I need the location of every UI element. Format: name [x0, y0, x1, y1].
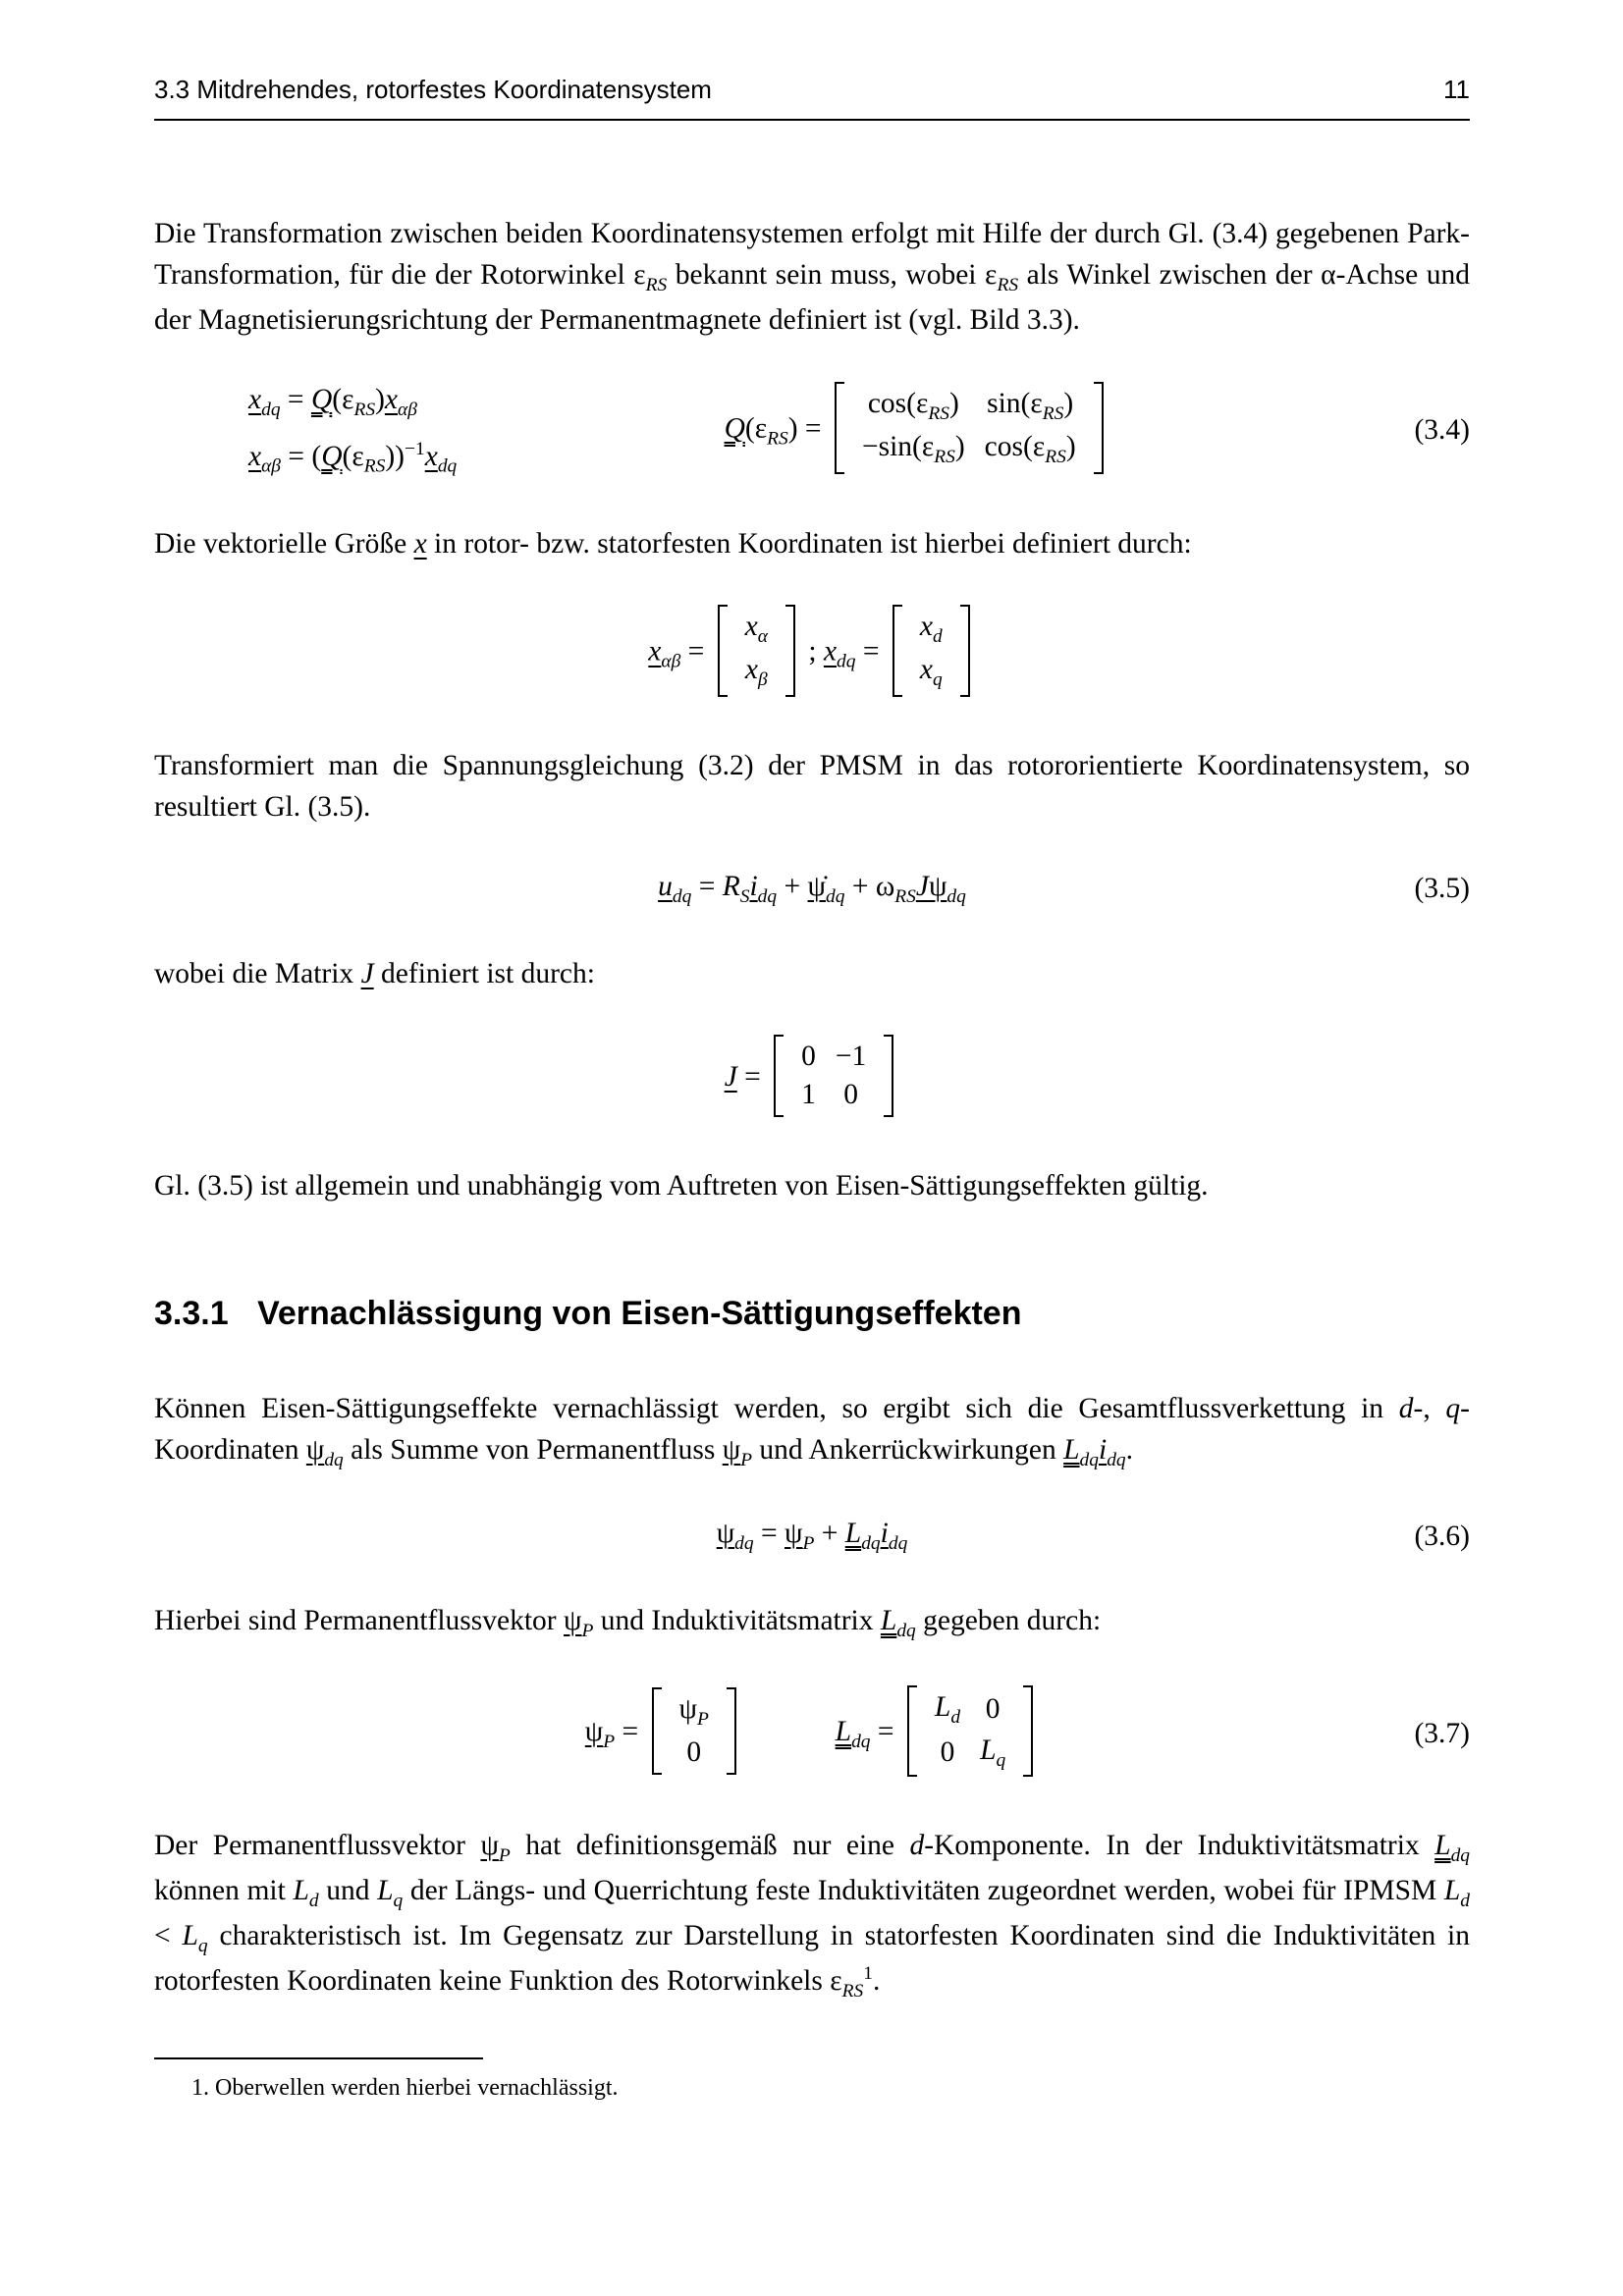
subscript: d	[308, 1891, 319, 1912]
text-run: x	[424, 440, 438, 472]
matrix	[907, 1685, 1033, 1778]
text-run: J	[724, 1060, 737, 1093]
text-run: =	[280, 384, 311, 416]
text-run: der Längs- und Querrichtung feste Induktivitäten zugeordnet werden, wobei für IPMSM	[403, 1875, 1444, 1907]
text-run: = (	[281, 440, 322, 472]
equation-3-4-line-2	[248, 439, 457, 478]
text-run: Q	[321, 440, 343, 472]
text-run: ) =	[787, 412, 829, 445]
text-run: )	[1063, 387, 1074, 419]
text-run: charakteristisch ist. Im Gegensatz zur Darstellung in statorfesten Koordinaten sind die Induktivitäten in rotorfesten Koordinaten keine Funktion des Rotorwinkels	[154, 1919, 1470, 1997]
text-run: 0	[801, 1041, 816, 1073]
text-run: -,	[1413, 1393, 1446, 1425]
matrix-right-bracket	[1023, 1685, 1033, 1778]
text-run: L	[293, 1875, 309, 1907]
matrix-left-bracket	[652, 1687, 662, 1775]
text-run: <	[154, 1919, 183, 1951]
text-run: L	[1434, 1830, 1451, 1862]
footnote-text: 1. Oberwellen werden hierbei vernachlässigt.	[191, 2075, 619, 2102]
text-run: .	[1125, 1434, 1134, 1467]
text-run: ε	[921, 430, 935, 462]
subscript: q	[996, 1749, 1006, 1771]
equation-matrix-j	[154, 1038, 1470, 1120]
paragraph-transformation	[154, 745, 1470, 828]
matrix-left-bracket	[835, 382, 844, 474]
text-run: R	[722, 870, 740, 902]
subscript: RS	[928, 402, 949, 424]
equation-number-3-6: (3.6)	[1414, 1520, 1470, 1552]
subscript: RS	[997, 275, 1019, 296]
text-run: =	[691, 870, 723, 902]
text-run: 0	[985, 1693, 1001, 1726]
text-run: (	[342, 440, 352, 472]
matrix-left-bracket	[718, 605, 728, 697]
text-run: ψ	[480, 1830, 499, 1862]
subscript: dq	[324, 1450, 344, 1471]
text-run: ψ	[784, 1518, 803, 1550]
text-run: Transformiert man die Spannungsgleichung (3.2) der PMSM in das rotororientierte Koordinatensystem, so resultiert Gl. (3.5).	[154, 749, 1470, 823]
text-run: wobei die Matrix	[154, 957, 361, 989]
matrix-cell	[933, 1691, 962, 1729]
text-run: )	[948, 387, 959, 419]
text-run: L	[880, 1604, 897, 1636]
text-run: +	[777, 870, 808, 902]
matrix-cell	[983, 388, 1078, 425]
text-run: als Winkel zwischen der	[1018, 259, 1322, 292]
subscript: dq	[1450, 1845, 1471, 1867]
matrix-left-bracket	[774, 1035, 784, 1117]
equation-number-3-4: (3.4)	[1414, 414, 1470, 447]
text-run: cos(	[984, 430, 1033, 462]
matrix	[893, 605, 970, 697]
text-run: ε	[915, 387, 929, 419]
matrix-cell	[978, 1735, 1007, 1772]
text-run: x	[413, 527, 427, 560]
text-run: q	[1445, 1393, 1461, 1425]
text-run: 1	[801, 1079, 816, 1111]
matrix-cell	[677, 1693, 711, 1731]
text-run: −1	[835, 1041, 867, 1073]
text-run: 0	[843, 1079, 858, 1111]
matrix-right-bracket	[727, 1687, 736, 1775]
equation-3-5-body	[247, 871, 1377, 908]
matrix-cell	[677, 1736, 711, 1769]
subscript: q	[932, 668, 943, 690]
equation-3-5	[154, 871, 1470, 908]
matrix-right-bracket	[960, 605, 970, 697]
text-run: (	[744, 412, 755, 445]
text-run: ε	[1030, 387, 1043, 419]
text-run: 0	[940, 1736, 955, 1769]
paragraph-saturation	[154, 1388, 1470, 1474]
footnote-separator	[154, 2057, 483, 2059]
text-run: -Achse und der Magnetisierungsrichtung der Permanentmagnete definiert ist (vgl. Bild 3.3).	[154, 259, 1470, 336]
subscript: q	[197, 1935, 208, 1956]
matrix-cell	[983, 431, 1078, 468]
text-run: x	[744, 610, 758, 642]
text-run: L	[1063, 1434, 1080, 1467]
text-run: ε	[633, 259, 646, 292]
text-run: Q	[310, 384, 333, 416]
paragraph-validity	[154, 1165, 1470, 1206]
text-run: .	[872, 1964, 881, 1997]
text-run: -Komponente. In der Induktivitätsmatrix	[924, 1830, 1435, 1862]
text-run: ψ	[928, 870, 947, 902]
text-run: L	[182, 1919, 198, 1951]
page-number: 11	[1443, 75, 1470, 104]
subscript: S	[739, 885, 750, 907]
text-run: d	[909, 1830, 925, 1862]
text-run: cos(	[867, 387, 916, 419]
subscript: dq	[837, 651, 856, 672]
section-heading-number: 3.3.1	[154, 1295, 229, 1333]
equation-matrix-j-body	[154, 1038, 1470, 1120]
equation-3-4-left-lines	[248, 384, 457, 478]
text-run: Die Transformation zwischen beiden Koordinatensystemen erfolgt mit Hilfe der durch Gl. (3.4) gegebenen Park-Transformation, für die der Rotorwinkel	[154, 218, 1470, 292]
text-run: ;	[800, 635, 824, 667]
text-run: hat definitionsgemäß nur eine	[510, 1830, 910, 1862]
text-run: ε	[352, 440, 364, 472]
text-run: +	[814, 1518, 845, 1550]
running-header-title: 3.3 Mitdrehendes, rotorfestes Koordinatensystem	[154, 75, 712, 104]
paragraph-vector-definition	[154, 523, 1470, 564]
subscript: dq	[757, 885, 778, 907]
subscript: P	[740, 1450, 753, 1471]
text-run: L	[835, 1716, 852, 1748]
text-run: gegeben durch:	[915, 1604, 1102, 1636]
text-run: )	[1065, 430, 1076, 462]
equation-3-4-line-1	[248, 384, 457, 421]
text-run: x	[248, 440, 262, 472]
text-run: -Koordinaten	[154, 1393, 1470, 1467]
text-run: −sin(	[861, 430, 922, 462]
text-run: in rotor- bzw. statorfesten Koordinaten ist hierbei definiert durch:	[426, 527, 1192, 560]
matrix-cell	[799, 1041, 818, 1073]
equation-3-4-matrix-definition	[457, 385, 1377, 477]
subscript: RS	[1042, 402, 1064, 424]
text-run: x	[919, 610, 933, 642]
equation-3-7-inductance-matrix	[835, 1690, 1040, 1771]
text-run: i	[749, 870, 758, 902]
text-run: (	[332, 384, 343, 416]
subscript: dq	[947, 885, 966, 907]
text-run: und Ankerrückwirkungen	[752, 1434, 1064, 1467]
matrix-right-bracket	[1094, 382, 1104, 474]
text-run: d	[1398, 1393, 1414, 1425]
equation-3-6	[154, 1518, 1470, 1555]
text-run: =	[753, 1518, 785, 1550]
text-run: 0	[686, 1736, 702, 1769]
text-run: x	[919, 653, 933, 685]
paragraph-flux-discussion	[154, 1825, 1470, 2004]
equation-number-3-5: (3.5)	[1414, 873, 1470, 905]
subscript: αβ	[398, 399, 417, 420]
text-run: J	[915, 870, 929, 902]
text-run: x	[744, 653, 759, 685]
matrix	[718, 605, 795, 697]
text-run: ψ	[564, 1604, 582, 1636]
text-column	[154, 75, 1470, 2102]
equation-vector-components-body	[154, 608, 1470, 700]
text-run: ψ	[722, 1434, 741, 1467]
text-run: sin(	[987, 387, 1031, 419]
text-run: )	[375, 384, 385, 416]
text-run: )	[954, 430, 965, 462]
section-heading-text: Vernachlässigung von Eisen-Sättigungseffekten	[257, 1295, 1022, 1333]
text-run: u	[658, 870, 673, 902]
matrix-right-bracket	[785, 605, 795, 697]
equation-vector-components	[154, 608, 1470, 700]
equation-3-7-flux-vector	[584, 1693, 742, 1769]
text-run: bekannt sein muss, wobei	[667, 259, 986, 292]
text-run: ψ	[305, 1434, 325, 1467]
text-run: ε	[1032, 430, 1046, 462]
subscript: P	[603, 1732, 616, 1753]
matrix-cell	[834, 1079, 868, 1111]
subscript: d	[950, 1706, 961, 1728]
superscript: 1	[863, 1962, 873, 1984]
text-run: L	[1443, 1875, 1461, 1907]
subscript: β	[758, 668, 768, 690]
text-run: L	[934, 1690, 951, 1723]
text-run: =	[615, 1716, 646, 1748]
subscript: dq	[851, 1732, 871, 1753]
subscript: dq	[896, 1620, 916, 1641]
text-run: ε	[830, 1964, 842, 1997]
matrix-cell	[743, 611, 770, 648]
equation-number-3-7: (3.7)	[1414, 1718, 1470, 1750]
text-run: und Induktivitätsmatrix	[593, 1604, 881, 1636]
subscript: dq	[437, 455, 458, 477]
text-run: Können Eisen-Sättigungseffekte vernachlässigt werden, so ergibt sich die Gesamtflussverkettung in	[154, 1393, 1399, 1425]
text-run: Die vektorielle Größe	[154, 527, 414, 560]
paragraph-matrix-j	[154, 953, 1470, 994]
text-run: definiert ist durch:	[373, 957, 595, 989]
matrix-cell	[933, 1735, 962, 1772]
text-run: ε	[342, 384, 354, 416]
text-run: als Summe von Permanentfluss	[343, 1434, 723, 1467]
subscript: αβ	[261, 455, 281, 477]
text-run: =	[736, 1060, 769, 1093]
matrix-cell	[978, 1691, 1007, 1729]
subscript: dq	[734, 1532, 754, 1554]
text-run: Q	[724, 412, 745, 445]
text-run: +	[844, 870, 876, 902]
text-run: ψ	[584, 1716, 604, 1748]
subscript: RS	[934, 446, 955, 467]
subscript: dq	[1079, 1450, 1099, 1471]
text-run: =	[855, 635, 887, 667]
subscript: RS	[767, 428, 788, 450]
subscript: P	[581, 1620, 594, 1641]
superscript: −1	[405, 438, 425, 459]
subscript: q	[393, 1891, 404, 1912]
subscript: P	[697, 1709, 709, 1731]
subscript: αβ	[661, 651, 681, 672]
subscript: d	[1460, 1891, 1471, 1912]
text-run: Gl. (3.5) ist allgemein und unabhängig vom Auftreten von Eisen-Sättigungseffekten gültig.	[154, 1170, 1209, 1202]
subscript: P	[802, 1532, 815, 1554]
text-run: x	[648, 635, 662, 667]
matrix-cell	[918, 654, 945, 691]
subscript: dq	[261, 399, 281, 420]
running-header	[154, 75, 1470, 121]
text-run: =	[680, 635, 712, 667]
paragraph-intro	[154, 213, 1470, 341]
matrix	[774, 1035, 893, 1117]
subscript: RS	[1045, 446, 1066, 467]
text-run: i	[880, 1518, 889, 1550]
text-run: L	[377, 1875, 394, 1907]
section-heading	[154, 1295, 1470, 1333]
subscript: dq	[672, 885, 692, 907]
text-run: L	[844, 1518, 862, 1550]
text-run: x	[384, 384, 398, 416]
matrix-cell	[860, 388, 967, 425]
matrix	[652, 1687, 736, 1775]
text-run: ε	[754, 412, 768, 445]
subscript: dq	[825, 885, 845, 907]
matrix-cell	[799, 1079, 818, 1111]
subscript: dq	[1107, 1450, 1126, 1471]
subscript: RS	[353, 399, 376, 420]
matrix-cell	[918, 611, 945, 648]
subscript: RS	[645, 275, 668, 296]
matrix-cell	[834, 1041, 868, 1073]
text-run: L	[980, 1734, 997, 1766]
equation-3-7	[154, 1688, 1470, 1781]
text-run: x	[248, 384, 262, 416]
matrix-cell	[743, 654, 770, 691]
text-run: Hierbei sind Permanentflussvektor	[154, 1604, 565, 1636]
equation-3-6-body	[247, 1518, 1377, 1555]
matrix	[835, 382, 1104, 474]
text-run: ω	[875, 870, 895, 902]
subscript: dq	[888, 1532, 908, 1554]
text-run: ε	[985, 259, 998, 292]
paragraph-given-by	[154, 1600, 1470, 1645]
matrix-right-bracket	[884, 1035, 893, 1117]
text-run: und	[318, 1875, 378, 1907]
text-run: =	[870, 1716, 901, 1748]
text-run: i	[1098, 1434, 1108, 1467]
text-run: können mit	[154, 1875, 294, 1907]
text-run: Der Permanentflussvektor	[154, 1830, 481, 1862]
subscript: RS	[363, 455, 386, 477]
text-run: x	[823, 635, 838, 667]
subscript: dq	[861, 1532, 881, 1554]
equation-3-4	[154, 384, 1470, 478]
equation-3-7-body	[247, 1688, 1377, 1781]
text-run: ))	[385, 440, 406, 472]
subscript: α	[757, 625, 768, 647]
subscript: P	[498, 1845, 511, 1867]
matrix-left-bracket	[907, 1685, 917, 1778]
text-run: ψ	[678, 1693, 697, 1726]
subscript: RS	[894, 885, 916, 907]
subscript: RS	[841, 1980, 864, 2002]
matrix-cell	[860, 431, 967, 468]
text-run: ψ	[716, 1518, 735, 1550]
text-run: ψ̇	[807, 870, 826, 902]
subscript: d	[932, 625, 943, 647]
matrix-left-bracket	[893, 605, 902, 697]
text-run: α	[1321, 259, 1336, 292]
text-run: J	[360, 957, 374, 989]
